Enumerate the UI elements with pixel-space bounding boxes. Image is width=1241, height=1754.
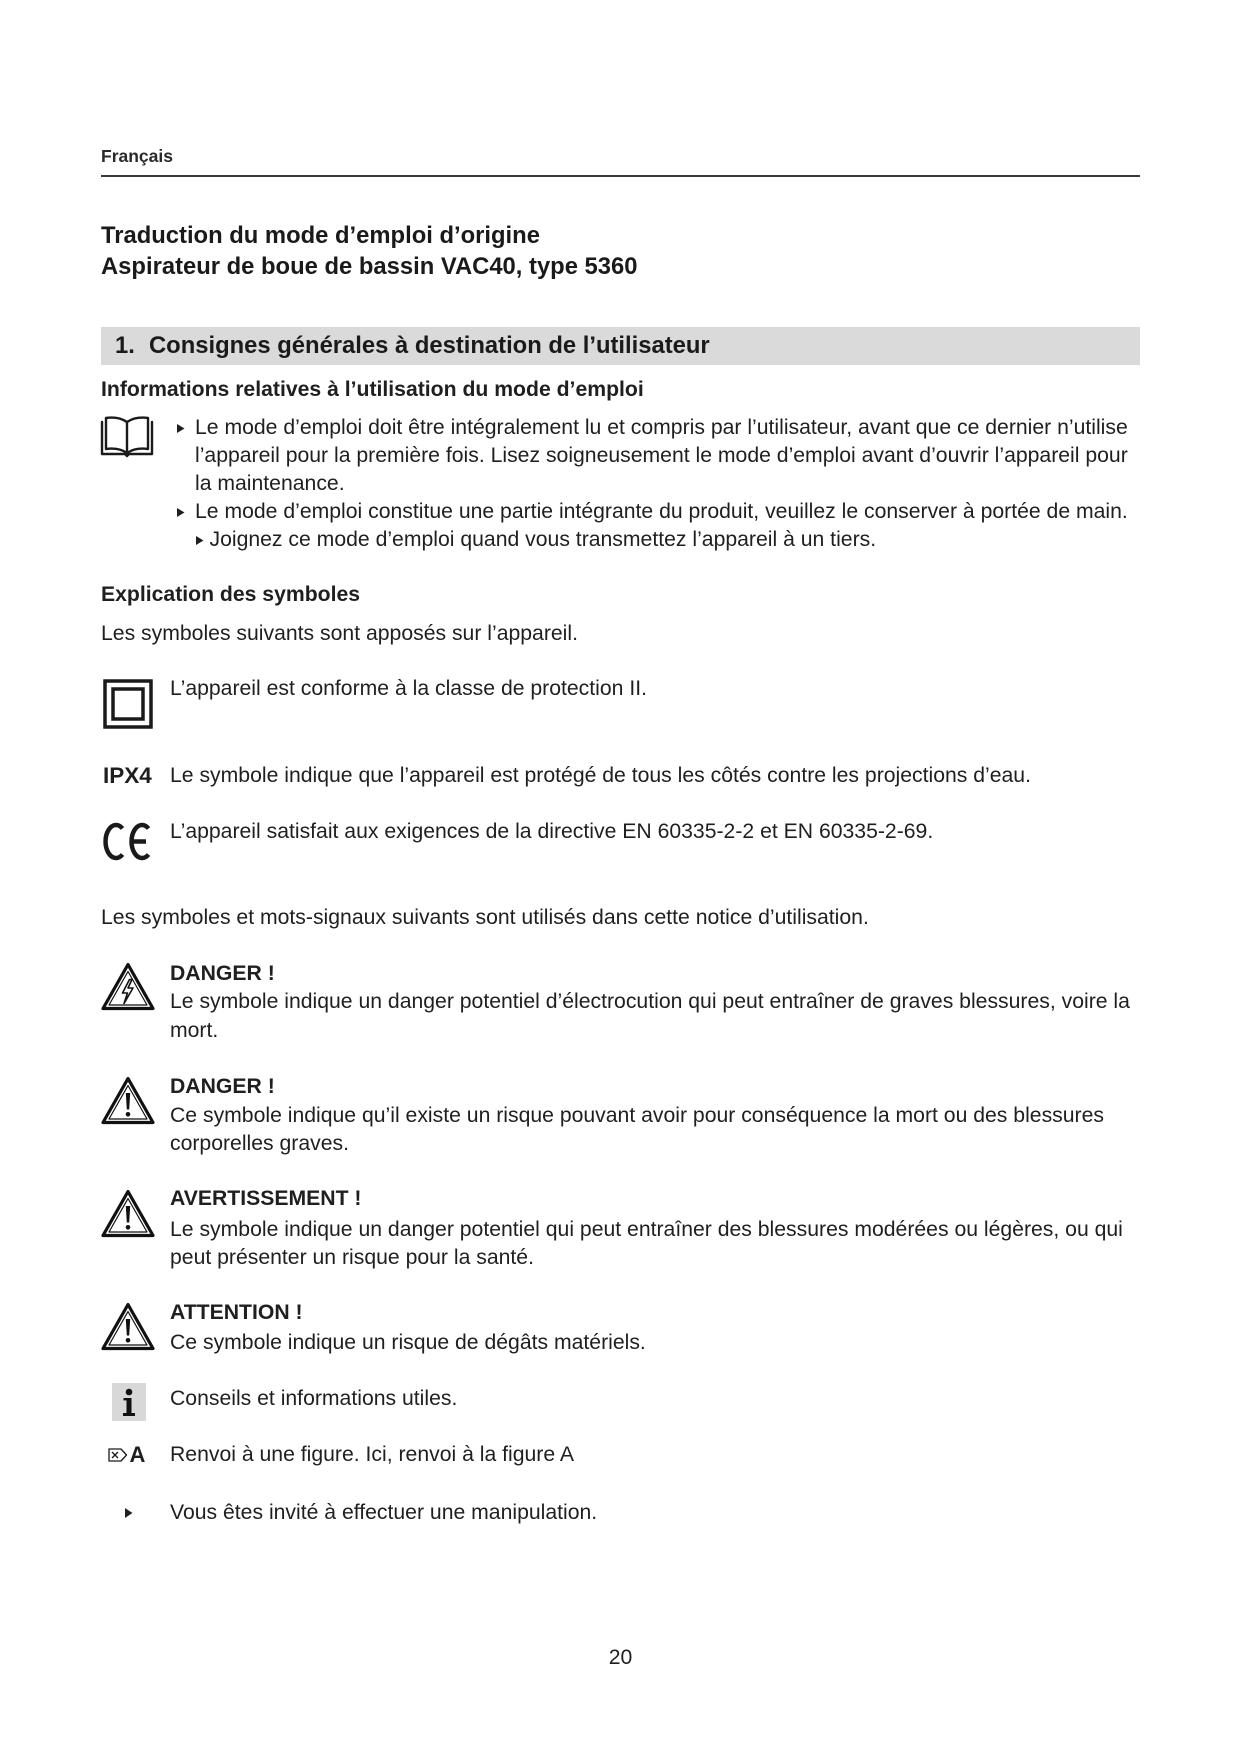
signal-word-title: ATTENTION !	[170, 1301, 303, 1324]
warning-icon	[101, 1076, 155, 1126]
bullet-arrow-icon	[177, 424, 185, 433]
language-label: Français	[101, 146, 173, 166]
symbol-description: Conseils et informations utiles.	[170, 1387, 458, 1410]
section-number: 1.	[115, 332, 135, 359]
signal-word-description: Ce symbole indique qu’il existe un risque pouvant avoir pour conséquence la mort ou des blessures	[170, 1104, 1104, 1127]
ipx4-label: IPX4	[103, 763, 152, 788]
bullet-line: Le mode d’emploi constitue une partie intégrante du produit, veuillez le conserver à portée de main.	[195, 500, 1128, 523]
symbol-description: Vous êtes invité à effectuer une manipulation.	[170, 1501, 598, 1524]
signal-word-title: DANGER !	[170, 962, 275, 985]
signal-word-description: peut présenter un risque pour la santé.	[170, 1246, 534, 1269]
info-icon	[112, 1383, 146, 1421]
signal-word-description: Le symbole indique un danger potentiel d’électrocution qui peut entraîner de graves blessures, voire la	[170, 990, 1130, 1013]
signal-word-description: Le symbole indique un danger potentiel qui peut entraîner des blessures modérées ou légères, ou qui	[170, 1218, 1123, 1241]
document-title-line: Traduction du mode d’emploi d’origine	[101, 222, 540, 249]
document-title	[101, 220, 638, 283]
header-divider	[101, 175, 1140, 177]
signal-word-description: mort.	[170, 1019, 219, 1042]
warning-icon	[101, 1189, 155, 1239]
signal-word-title: AVERTISSEMENT !	[170, 1187, 362, 1210]
book-icon	[99, 414, 155, 458]
symbol-description: L’appareil satisfait aux exigences de la directive EN 60335-2-2 et EN 60335-2-69.	[170, 820, 934, 843]
bullet-line: Joignez ce mode d’emploi quand vous transmettez l’appareil à un tiers.	[209, 528, 877, 551]
figure-reference-icon	[108, 1448, 128, 1462]
section-title: Consignes générales à destination de l’utilisateur	[149, 332, 710, 359]
bullet-line: la maintenance.	[195, 472, 345, 495]
bullet-line: l’appareil pour la première fois. Lisez soigneusement le mode d’emploi avant d’ouvrir l’appareil pour	[195, 444, 1128, 467]
symbol-description: L’appareil est conforme à la classe de protection II.	[170, 677, 647, 700]
electric-hazard-icon	[101, 962, 155, 1012]
page-number: 20	[608, 1646, 633, 1669]
protection-class-ii-icon	[103, 679, 153, 729]
section-heading-bar	[101, 327, 1140, 365]
bullet-arrow-icon	[177, 508, 185, 517]
signal-word-title: DANGER !	[170, 1075, 275, 1098]
symbol-description: Le symbole indique que l’appareil est protégé de tous les côtés contre les projections d’eau.	[170, 764, 1031, 787]
signal-word-description: corporelles graves.	[170, 1132, 349, 1155]
document-subtitle-line: Aspirateur de boue de bassin VAC40, type 5360	[101, 253, 638, 281]
bullet-arrow-icon	[196, 536, 204, 545]
signal-word-description: Ce symbole indique un risque de dégâts matériels.	[170, 1331, 646, 1354]
device-symbols-intro: Les symboles suivants sont apposés sur l’appareil.	[101, 622, 578, 645]
manual-info-heading: Informations relatives à l’utilisation du mode d’emploi	[101, 378, 644, 401]
warning-icon	[101, 1302, 155, 1352]
symbols-heading: Explication des symboles	[101, 583, 361, 606]
symbol-description: Renvoi à une figure. Ici, renvoi à la figure A	[170, 1443, 574, 1466]
ce-mark-icon	[103, 822, 155, 861]
manual-symbols-intro: Les symboles et mots-signaux suivants sont utilisés dans cette notice d’utilisation.	[101, 906, 869, 929]
action-bullet-icon	[125, 1508, 133, 1518]
figure-reference-label: A	[129, 1442, 146, 1467]
bullet-line: Le mode d’emploi doit être intégralement lu et compris par l’utilisateur, avant que ce dernier n’utilise	[195, 416, 1128, 439]
